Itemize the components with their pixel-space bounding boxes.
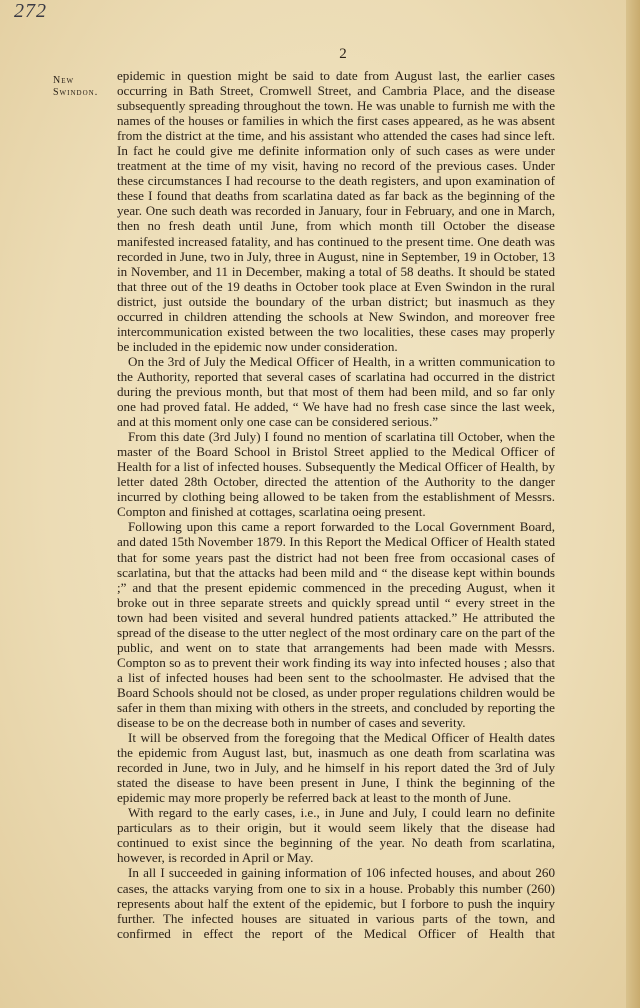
page-edge	[626, 0, 640, 1008]
margin-note-line: Swindon.	[53, 87, 99, 98]
archive-page-number: 272	[14, 0, 47, 22]
paragraph: From this date (3rd July) I found no mention of scarlatina till October, when the master of the Board School in Bristol Street applied to the Medical Officer of Health for a list of infected houses. Subsequently the Medical Officer of Health, by letter dated 28th October, directed the attention of the Authority to the danger incurred by clothing being allowed to be taken from the establishment of Messrs. Compton and finished at cottages, scarlatina oeing present.	[117, 429, 555, 520]
paragraph: With regard to the early cases, i.e., in June and July, I could learn no definite particulars as to their origin, but it would seem likely that the disease had continued to exist since the beginning of the year. No death from scarlatina, however, is recorded in April or May.	[117, 805, 555, 866]
paragraph: epidemic in question might be said to date from August last, the earlier cases occurring in Bath Street, Cromwell Street, and Cambria Place, and the disease subsequently spreading throughout the town. He was unable to furnish me with the names of the houses or families in which the first cases appeared, as he was absent from the district at the time, and his assistant who attended the cases had since left. In fact he could give me definite information only of such cases as were under treatment at the time of my visit, having no record of the previous cases. Under these circumstances I had recourse to the death registers, and upon examination of these I found that deaths from scarlatina dated as far back as the beginning of the year. One such death was recorded in January, four in February, and one in March, then no fresh death until June, from which month till October the disease manifested increased fatality, and has continued to the present time. One death was recorded in June, two in July, three in August, nine in September, 19 in October, 13 in November, and 11 in December, making a total of 58 deaths. It should be stated that three out of the 19 deaths in October took place at Even Swindon in the rural district, just outside the boundary of the urban district; but inasmuch as they occurred in children attending the schools at New Swindon, and moreover free intercommunication existed between the two localities, these cases may properly be included in the epidemic now under consideration.	[117, 68, 555, 354]
body-text	[117, 68, 555, 941]
page-number: 2	[339, 46, 347, 62]
margin-note-line: New	[53, 75, 75, 86]
paragraph: It will be observed from the foregoing that the Medical Officer of Health dates the epidemic from August last, but, inasmuch as one death from scarlatina was recorded in June, two in July, and he himself in his report dated the 3rd of July stated the disease to have been present in June, I think the beginning of the epidemic may more properly be referred back at least to the month of June.	[117, 730, 555, 806]
paragraph: Following upon this came a report forwarded to the Local Government Board, and dated 15th November 1879. In this Report the Medical Officer of Health stated that for some years past the district had not been free from occasional cases of scarlatina, but that the attacks had been mild and “ the disease kept within bounds ;” and that the present epidemic commenced in the preceding August, when it broke out in three separate streets and quickly spread until “ every street in the town had been visited and several hundred patients attacked.” He attributed the spread of the disease to the utter neglect of the most ordinary care on the part of the public, and went on to state that arrangements had been made with Messrs. Compton so as to prevent their work finding its way into infected houses ; also that a list of infected houses had been sent to the schoolmaster. He advised that the Board Schools should not be closed, as under proper regulations children would be safer in them than mixing with others in the streets, and concluded by reporting the disease to be on the decrease both in number of cases and severity.	[117, 519, 555, 731]
margin-note	[53, 75, 98, 99]
paragraph: In all I succeeded in gaining information of 106 infected houses, and about 260 cases, the attacks varying from one to six in a house. Probably this number (260) represents about half the extent of the epidemic, but I forbore to push the inquiry further. The infected houses are situated in various parts of the town, and confirmed in effect the report of the Medical Officer of Health that	[117, 865, 555, 941]
paragraph: On the 3rd of July the Medical Officer of Health, in a written communication to the Authority, reported that several cases of scarlatina had occurred in the district during the previous month, but that most of them had been mild, and so far only one had proved fatal. He added, “ We have had no fresh case since the last week, and at this moment only one case can be considered serious.”	[117, 353, 555, 430]
